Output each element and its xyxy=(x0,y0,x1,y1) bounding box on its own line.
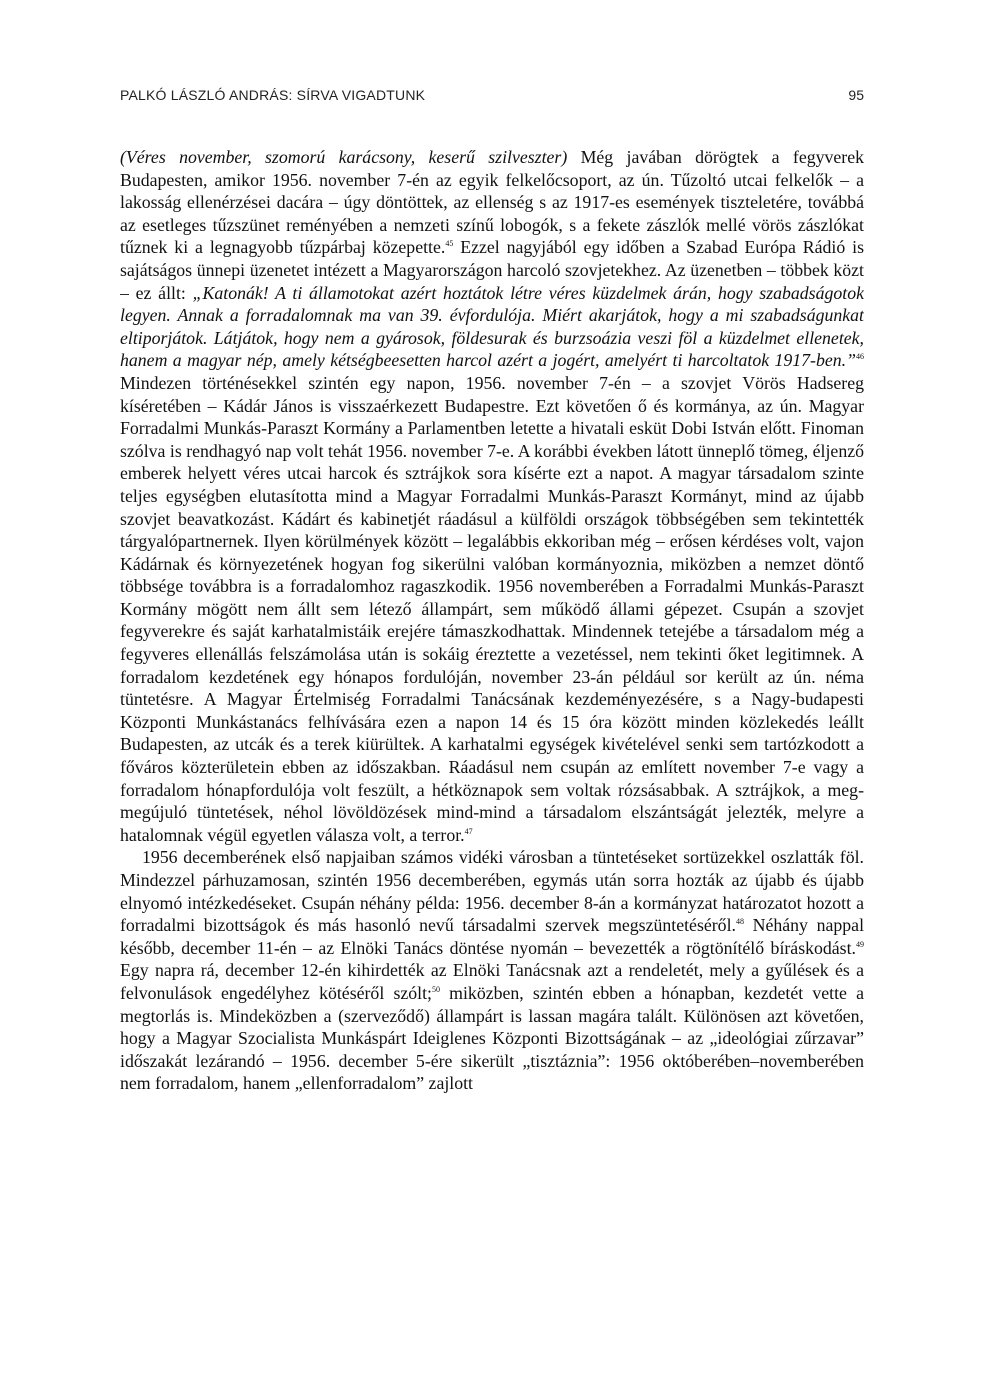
running-title: PALKÓ LÁSZLÓ ANDRÁS: SÍRVA VIGADTUNK xyxy=(120,87,426,103)
text-segment: 1956 decemberének első napjaiban számos vidéki városban a tüntetéseket sortüzekkel oszlatták föl. Mindezzel párhuzamosan, szintén 1956 decemberében, egymás után sorra hozták az újabb és újabb elnyomó intézkedéseket. Csupán néhány példa: 1956. december 8-án a kormányzat határozatot hozott a forradalmi bizottságok és más hasonló nevű társadalmi szervek megszüntetéséről. xyxy=(120,847,864,936)
footnote-ref-49: 49 xyxy=(856,939,864,949)
text-segment: Néhány nappal később, december 11-én – az Elnöki Tanács döntése nyomán – bevezették a rögtönítélő bíráskodást. xyxy=(120,915,864,958)
footnote-ref-45: 45 xyxy=(445,239,454,249)
paragraph-1 xyxy=(120,146,864,846)
footnote-ref-48: 48 xyxy=(735,917,744,927)
text-segment: Egy napra rá, december 12-én kihirdették az Elnöki Tanácsnak azt a rendeletét, mely a gyűlések és a felvonulások engedélyhez kötéséről szólt; xyxy=(120,960,864,1003)
text-segment: Ezzel nagyjából egy időben a Szabad Európa Rádió is sajátságos ünnepi üzenetet intézett a Magyarországon harcoló szovjetekhez. Az üzenetben – többek közt – ez állt: xyxy=(120,237,864,303)
paragraph-2 xyxy=(120,846,864,1095)
radio-quote: „Katonák! A ti államotokat azért hoztátok létre véres küzdelmek árán, hogy szabadságotok legyen. Annak a forradalomnak ma van 39. évfordulója. Miért akarjátok, hogy a mi szabadságunkat eltiporjátok. Látjátok, hogy nem a gyárosok, földesurak és burzsoázia veszi föl a küzdelmet ellenetek, hanem a magyar nép, amely kétségbeesetten harcol azért a jogért, amelyért ti harcoltatok 1917-ben.” xyxy=(120,282,864,371)
text-segment: miközben, szintén ebben a hónapban, kezdetét vette a megtorlás is. Mindeközben a (szerveződő) állampárt is lassan magára talált. Különösen azt követően, hogy a Magyar Szocialista Munkáspárt Ideiglenes Központi Bizottságának – az „ideológiai zűrzavar” időszakát lezárandó – 1956. december 5-ére sikerült „tisztáznia”: 1956 októberében–novemberében nem forradalom, hanem „ellenforradalom” zajlott xyxy=(120,982,864,1094)
page-number: 95 xyxy=(848,87,864,103)
footnote-ref-47: 47 xyxy=(464,826,473,836)
text-segment: Még javában dörögtek a fegyverek Budapesten, amikor 1956. november 7-én az egyik felkelőcsoport, az ún. Tűzoltó utcai felkelők – a lakosság ellenérzései dacára – úgy döntöttek, az ellenség s az 1917-es események tiszteletére, továbbá az esetleges tűzszünet reményében a nemzeti színű lobogók, s a fekete zászlók mellé vörös zászlókat tűznek ki a legnagyobb tűzpárbaj közepette. xyxy=(120,147,864,258)
body-text xyxy=(120,146,864,1236)
running-header xyxy=(120,87,864,107)
footnote-ref-50: 50 xyxy=(431,984,440,994)
italic-intro: (Véres november, szomorú karácsony, keserű szilveszter) xyxy=(120,147,568,167)
text-segment: Mindezen történésekkel szintén egy napon, 1956. november 7-én – a szovjet Vörös Hadsereg kíséretében – Kádár János is visszaérkezett Budapestre. Ezt követően ő és kormánya, az ún. Magyar Forradalmi Munkás-Paraszt Kormány a Parlamentben letette a hivatali esküt Dobi István előtt. Finoman szólva is rendhagyó nap volt tehát 1956. november 7-e. A korábbi években látott ünneplő tömeg, éljenző emberek helyett véres utcai harcok és sztrájkok sora kísérte ezt a napot. A magyar társadalom szinte teljes egységben elutasította mind a Magyar Forradalmi Munkás-Paraszt Kormányt, mind az újabb szovjet beavatkozást. Kádárt és kabinetjét ráadásul a külföldi országok többségében sem tekintették tárgyalópartnernek. Ilyen körülmények között – legalábbis ekkoriban még – erősen kérdéses volt, vajon Kádárnak és környezetének hogyan fog sikerülni valóban kormányoznia, miközben a nemzet döntő többsége továbbra is a forradalomhoz ragaszkodik. 1956 novemberében a Forradalmi Munkás-Paraszt Kormány mögött nem állt sem létező állampárt, sem működő állami gépezet. Csupán a szovjet fegyverekre és saját karhatalmistáik erejére támaszkodhattak. Mindennek tetejébe a társadalom még a fegyveres ellenállás felszámolása után is sokáig éreztette a vezetéssel, nem tekinti őket legitimnek. A forradalom kezdetének egy hónapos fordulóján, november 23-án például sor került az ún. néma tüntetésre. A Magyar Értelmiség Forradalmi Tanácsának kezdeményezésére, s a Nagy-budapesti Központi Munkástanács felhívására ezen a napon 14 és 15 óra között minden közlekedés leállt Budapesten, az utcák és a terek kiürültek. A karhatalmi egységek kivételével senki sem tartózkodott a főváros közterületein ebben az időszakban. Ráadásul nem csupán az említett november 7-e vagy a forradalom hónapfordulója volt feszült, a hétköznapok sem voltak rózsásabbak. A sztrájkok, a meg-megújuló tüntetések, néhol lövöldözések mind-mind a társadalom elszántságát jelezték, melyre a hatalomnak végül egyetlen válasza volt, a terror. xyxy=(120,372,864,845)
footnote-ref-46: 46 xyxy=(856,352,864,362)
